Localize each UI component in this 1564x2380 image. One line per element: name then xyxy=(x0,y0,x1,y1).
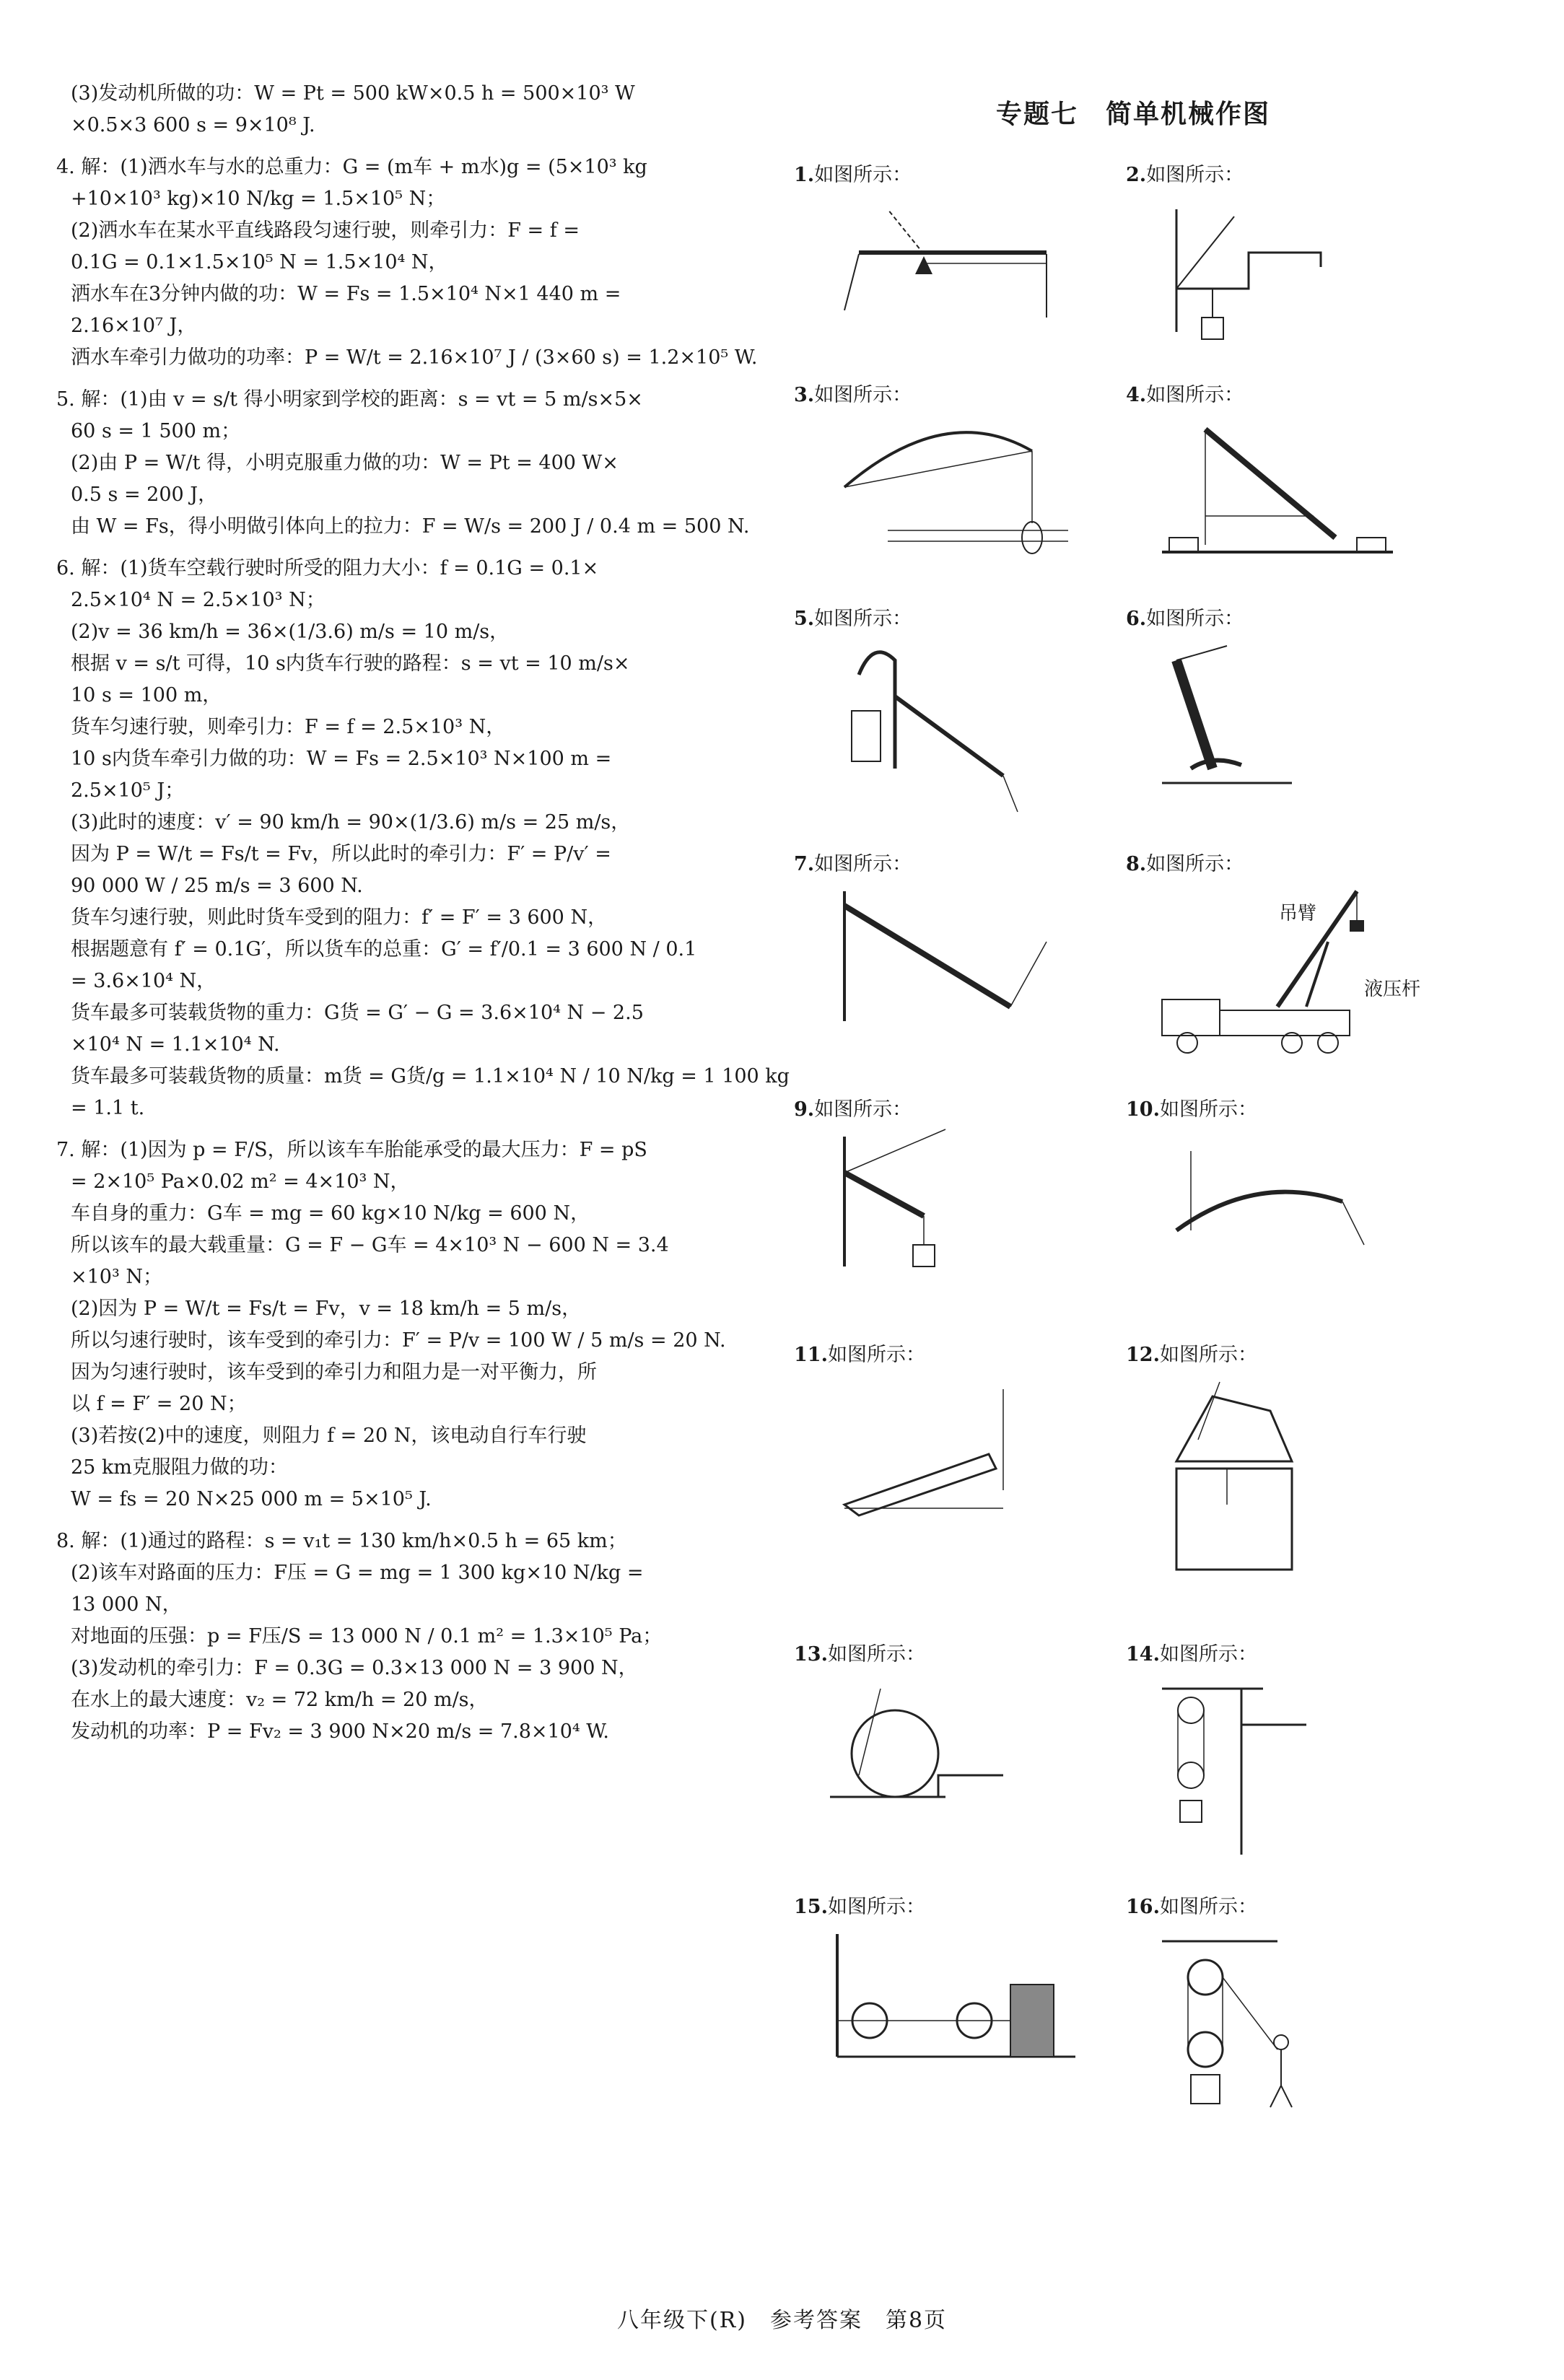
figure-label: 如图所示： xyxy=(814,384,912,406)
answer-line: 2.5×10⁴ N = 2.5×10³ N； xyxy=(71,589,326,611)
answer-line: (3)发动机所做的功：W = Pt = 500 kW×0.5 h = 500×10³ W xyxy=(71,82,635,105)
bent-lever-diagram xyxy=(1148,188,1422,375)
answer-line: 所以匀速行驶时，该车受到的牵引力：F′ = P/v = 100 W / 5 m/s = 20 N. xyxy=(71,1329,726,1352)
answer-line: 因为 P = W/t = Fs/t = Fv，所以此时的牵引力：F′ = P/v′ = xyxy=(71,843,611,865)
figure-label: 如图所示： xyxy=(827,1896,925,1918)
topic-title: 专题七 简单机械作图 xyxy=(996,100,1271,129)
figure-number: 12. xyxy=(1126,1344,1160,1366)
hammer-diagram xyxy=(1148,631,1422,819)
figure-number: 5. xyxy=(794,608,815,630)
figure-4 xyxy=(1126,379,1443,595)
figure-number: 6. xyxy=(1126,608,1147,630)
answer-line: 货车匀速行驶，则牵引力：F = f = 2.5×10³ N， xyxy=(71,716,506,738)
figure-14 xyxy=(1126,1638,1443,1855)
answer-line: 10 s = 100 m， xyxy=(71,684,222,706)
pulley-person-diagram xyxy=(1148,1920,1422,2129)
answer-line: 因为匀速行驶时，该车受到的牵引力和阻力是一对平衡力，所 xyxy=(71,1361,597,1383)
figure-16 xyxy=(1126,1891,1443,2107)
answer-line: 10 s内货车牵引力做的功：W = Fs = 2.5×10³ N×100 m = xyxy=(71,748,612,770)
answer-line: 根据 v = s/t 可得，10 s内货车行驶的路程：s = vt = 10 m/s× xyxy=(71,652,630,675)
figure-number: 14. xyxy=(1126,1643,1160,1666)
figure-number: 7. xyxy=(794,853,815,875)
figure-13 xyxy=(794,1638,1111,1855)
answer-line: 以 f = F′ = 20 N； xyxy=(71,1393,247,1415)
figure-number: 10. xyxy=(1126,1098,1160,1121)
answer-line: 由 W = Fs，得小明做引体向上的拉力：F = W/s = 200 J / 0.4 m = 500 N. xyxy=(71,515,750,538)
figure-label: 如图所示： xyxy=(1159,1098,1257,1121)
water-pump-diagram xyxy=(816,631,1090,819)
figure-number: 11. xyxy=(794,1344,828,1366)
answer-line: +10×10³ kg)×10 N/kg = 1.5×10⁵ N； xyxy=(71,188,446,210)
figure-label: 如图所示： xyxy=(1146,384,1244,406)
answer-line: 6. 解：(1)货车空载行驶时所受的阻力大小：f = 0.1G = 0.1× xyxy=(56,557,599,579)
answer-line: 所以该车的最大载重量：G = F − G车 = 4×10³ N − 600 N = 3.4 xyxy=(71,1234,669,1256)
answer-line: 90 000 W / 25 m/s = 3 600 N. xyxy=(71,875,363,897)
figure-label: 如图所示： xyxy=(1146,853,1244,875)
figure-2 xyxy=(1126,159,1443,375)
figure-number: 3. xyxy=(794,384,815,406)
answer-line: (2)由 P = W/t 得，小明克服重力做的功：W = Pt = 400 W× xyxy=(71,452,619,474)
figure-number: 9. xyxy=(794,1098,815,1121)
pliers-diagram xyxy=(816,1368,1090,1555)
figure-5 xyxy=(794,603,1111,819)
figure-label: 如图所示： xyxy=(1159,1344,1257,1366)
answer-line: 7. 解：(1)因为 p = F/S，所以该车车胎能承受的最大压力：F = pS xyxy=(56,1139,647,1161)
wall-bar-diagram xyxy=(816,1122,1090,1310)
boom-label: 吊臂 xyxy=(1279,903,1317,924)
answer-line: 货车最多可装载货物的重力：G货 = G′ − G = 3.6×10⁴ N − 2.5 xyxy=(71,1002,644,1024)
answer-line: (2)因为 P = W/t = Fs/t = Fv，v = 18 km/h = 5 m/s， xyxy=(71,1298,582,1320)
figure-label: 如图所示： xyxy=(827,1344,925,1366)
figure-12 xyxy=(1126,1339,1443,1555)
figure-8 xyxy=(1126,848,1443,1064)
figure-label: 如图所示： xyxy=(814,164,912,186)
figure-label: 如图所示： xyxy=(814,1098,912,1121)
answer-line: 对地面的压强：p = F压/S = 13 000 N / 0.1 m² = 1.3×10⁵ Pa； xyxy=(71,1625,663,1648)
answer-line: 车自身的重力：G车 = mg = 60 kg×10 N/kg = 600 N， xyxy=(71,1202,590,1225)
wall-rod-diagram xyxy=(816,877,1090,1064)
answer-line: (3)发动机的牵引力：F = 0.3G = 0.3×13 000 N = 3 900 N， xyxy=(71,1657,638,1679)
answer-line: 2.16×10⁷ J， xyxy=(71,315,197,337)
curved-lever-diagram xyxy=(1148,1122,1422,1310)
answer-line: 8. 解：(1)通过的路程：s = v₁t = 130 km/h×0.5 h = 65 km； xyxy=(56,1530,627,1552)
answer-line: (2)该车对路面的压力：F压 = G = mg = 1 300 kg×10 N/kg = xyxy=(71,1562,644,1584)
horizontal-pulley-diagram xyxy=(816,1920,1090,2093)
figure-number: 15. xyxy=(794,1896,828,1918)
answer-line: 货车最多可装载货物的质量：m货 = G货/g = 1.1×10⁴ N / 10 N/kg = 1 100 kg xyxy=(71,1065,790,1088)
figure-label: 如图所示： xyxy=(827,1643,925,1666)
figure-15 xyxy=(794,1891,1111,2107)
figure-number: 13. xyxy=(794,1643,828,1666)
lever-diagram xyxy=(816,188,1090,361)
figure-number: 8. xyxy=(1126,853,1147,875)
answer-line: ×10⁴ N = 1.1×10⁴ N. xyxy=(71,1033,280,1056)
figure-3 xyxy=(794,379,1111,595)
answer-line: 洒水车牵引力做功的功率：P = W/t = 2.16×10⁷ J / (3×60 s) = 1.2×10⁵ W. xyxy=(71,346,758,369)
answer-line: 发动机的功率：P = Fv₂ = 3 900 N×20 m/s = 7.8×10⁴ W. xyxy=(71,1720,609,1743)
figure-9 xyxy=(794,1093,1111,1310)
answer-line: 根据题意有 f′ = 0.1G′，所以货车的总重：G′ = f′/0.1 = 3 600 N / 0.1 xyxy=(71,938,697,961)
hydraulic-rod-label: 液压杆 xyxy=(1364,979,1421,1000)
figure-number: 2. xyxy=(1126,164,1147,186)
answer-line: 13 000 N， xyxy=(71,1593,182,1616)
figure-label: 如图所示： xyxy=(1146,164,1244,186)
fishing-rod-diagram xyxy=(816,408,1090,595)
answer-line: = 2×10⁵ Pa×0.02 m² = 4×10³ N， xyxy=(71,1171,410,1193)
answer-line: (3)此时的速度：v′ = 90 km/h = 90×(1/3.6) m/s = 25 m/s， xyxy=(71,811,631,834)
answer-line: (2)洒水车在某水平直线路段匀速行驶，则牵引力：F = f = xyxy=(71,219,580,242)
figure-1 xyxy=(794,159,1111,375)
answer-line: 5. 解：(1)由 v = s/t 得小明家到学校的距离：s = vt = 5 m/s×5× xyxy=(56,388,643,411)
figure-number: 1. xyxy=(794,164,815,186)
answer-line: 0.5 s = 200 J， xyxy=(71,484,218,506)
figure-label: 如图所示： xyxy=(1159,1896,1257,1918)
figure-11 xyxy=(794,1339,1111,1555)
lifting-frame-diagram xyxy=(1148,408,1422,581)
answer-line: (3)若按(2)中的速度，则阻力 f = 20 N，该电动自行车行驶 xyxy=(71,1425,587,1447)
figure-7 xyxy=(794,848,1111,1064)
figure-number: 4. xyxy=(1126,384,1147,406)
answer-line: 洒水车在3分钟内做的功：W = Fs = 1.5×10⁴ N×1 440 m = xyxy=(71,283,621,305)
figure-label: 如图所示： xyxy=(1146,608,1244,630)
answer-line: 25 km克服阻力做的功： xyxy=(71,1456,288,1479)
answer-line: ×10³ N； xyxy=(71,1266,163,1288)
wheel-step-diagram xyxy=(816,1667,1090,1855)
answer-line: 货车匀速行驶，则此时货车受到的阻力：f′ = F′ = 3 600 N， xyxy=(71,906,608,929)
figure-label: 如图所示： xyxy=(814,853,912,875)
figure-10 xyxy=(1126,1093,1443,1310)
answer-line: 60 s = 1 500 m； xyxy=(71,420,241,442)
page-footer: 八年级下(R) 参考答案 第8页 xyxy=(616,2308,948,2333)
answer-line: W = fs = 20 N×25 000 m = 5×10⁵ J. xyxy=(71,1488,432,1510)
answer-line: 0.1G = 0.1×1.5×10⁵ N = 1.5×10⁴ N， xyxy=(71,251,448,274)
answer-line: 在水上的最大速度：v₂ = 72 km/h = 20 m/s， xyxy=(71,1689,489,1711)
answer-line: 4. 解：(1)洒水车与水的总重力：G = (m车 + m水)g = (5×10³ kg xyxy=(56,156,647,178)
pulley-system-diagram xyxy=(1148,1667,1422,1876)
figure-6 xyxy=(1126,603,1443,819)
figure-label: 如图所示： xyxy=(1159,1643,1257,1666)
answer-column xyxy=(56,78,790,1748)
answer-line: ×0.5×3 600 s = 9×10⁸ J. xyxy=(71,114,315,136)
trash-bin-diagram xyxy=(1148,1368,1422,1577)
figure-label: 如图所示： xyxy=(814,608,912,630)
answer-line: = 1.1 t. xyxy=(71,1097,145,1119)
answer-line: = 3.6×10⁴ N， xyxy=(71,970,217,992)
figure-number: 16. xyxy=(1126,1896,1160,1918)
answer-line: (2)v = 36 km/h = 36×(1/3.6) m/s = 10 m/s， xyxy=(71,621,510,643)
answer-line: 2.5×10⁵ J； xyxy=(71,779,185,802)
